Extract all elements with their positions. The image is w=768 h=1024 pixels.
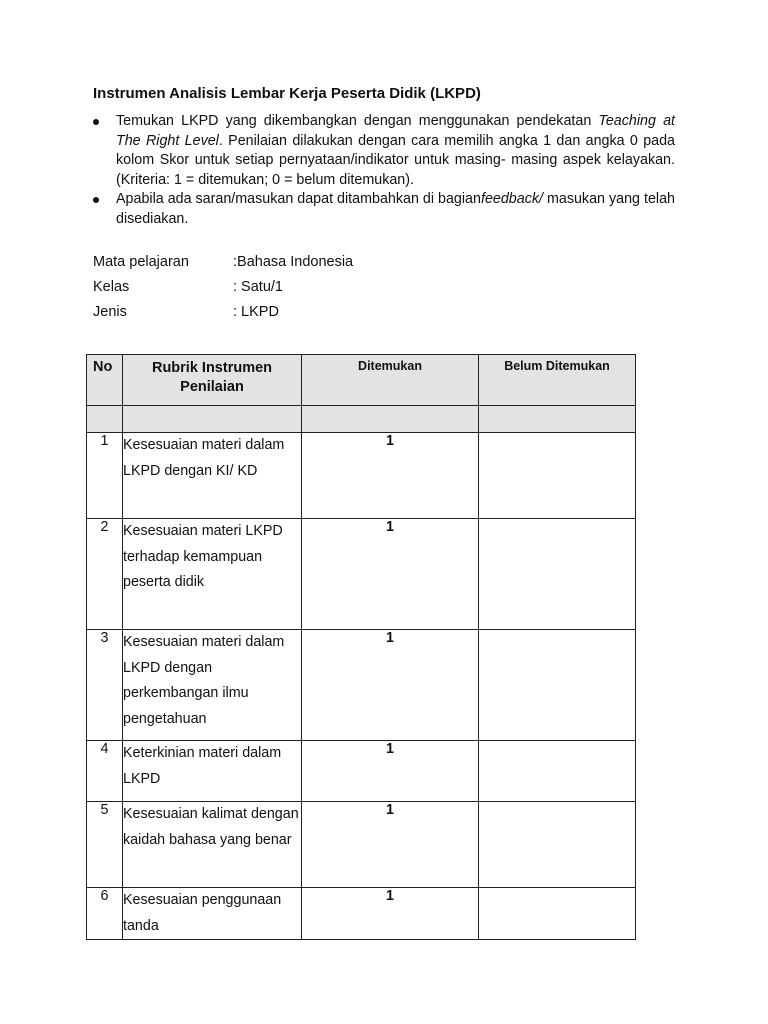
instruction-italic-term: Teaching at The Right Level <box>116 113 675 149</box>
row-belum <box>479 888 636 940</box>
row-belum <box>479 519 636 630</box>
table-row <box>87 433 636 519</box>
header-rubrik: Rubrik Instrumen Penilaian <box>123 355 302 406</box>
row-criteria: Kesesuaian materi dalam LKPD dengan KI/ KD <box>123 433 302 519</box>
row-number: 6 <box>87 888 123 940</box>
meta-label: Mata pelajaran <box>93 254 189 270</box>
bullet-dot-icon <box>93 119 99 125</box>
header-belum-ditemukan: Belum Ditemukan <box>479 355 636 406</box>
row-criteria: Kesesuaian materi dalam LKPD dengan perkembangan ilmu pengetahuan <box>123 630 302 741</box>
meta-value: : Satu/1 <box>233 279 283 295</box>
empty-cell <box>302 406 479 433</box>
table-subheader-row <box>87 406 636 433</box>
instruction-text-1 <box>116 112 675 190</box>
instruction-bullet-2 <box>93 190 675 229</box>
row-ditemukan: 1 <box>302 741 479 802</box>
table-row <box>87 519 636 630</box>
instruction-text-part: Apabila ada saran/masukan dapat ditambahkan di bagian <box>116 191 481 207</box>
instruction-text-part: masukan yang telah disediakan. <box>116 191 675 227</box>
row-ditemukan: 1 <box>302 802 479 888</box>
row-number: 2 <box>87 519 123 630</box>
row-criteria: Kesesuaian penggunaan tanda <box>123 888 302 940</box>
instruction-text-2 <box>116 190 675 229</box>
row-belum <box>479 741 636 802</box>
table-row <box>87 741 636 802</box>
table-row <box>87 630 636 741</box>
row-belum <box>479 630 636 741</box>
row-ditemukan: 1 <box>302 630 479 741</box>
row-number: 4 <box>87 741 123 802</box>
bullet-dot-icon <box>93 197 99 203</box>
instruction-list <box>93 112 675 229</box>
instruction-text-part: Temukan LKPD yang dikembangkan dengan menggunakan pendekatan <box>116 113 599 129</box>
meta-label: Kelas <box>93 279 130 295</box>
row-belum <box>479 802 636 888</box>
meta-row-type <box>93 303 353 328</box>
instruction-text-part: masing aspek kelayakan. (Kriteria: 1 = ditemukan; 0 = belum ditemukan). <box>116 152 675 188</box>
empty-cell <box>123 406 302 433</box>
row-number: 5 <box>87 802 123 888</box>
instruction-italic-term: feedback/ <box>480 191 543 207</box>
row-belum <box>479 433 636 519</box>
header-ditemukan: Ditemukan <box>302 355 479 406</box>
row-ditemukan: 1 <box>302 433 479 519</box>
rubric-table <box>86 354 636 940</box>
meta-row-subject <box>93 253 353 278</box>
row-criteria: Keterkinian materi dalam LKPD <box>123 741 302 802</box>
meta-label: Jenis <box>93 304 127 320</box>
empty-cell <box>87 406 123 433</box>
row-criteria: Kesesuaian kalimat dengan kaidah bahasa yang benar <box>123 802 302 888</box>
instruction-text-part: . Penilaian dilakukan dengan cara memilih angka 1 dan angka 0 pada kolom Skor untuk setiap pernyataan/indikator untuk masing- <box>116 132 675 168</box>
row-ditemukan: 1 <box>302 519 479 630</box>
meta-value: :Bahasa Indonesia <box>233 254 354 270</box>
row-criteria: Kesesuaian materi LKPD terhadap kemampuan peserta didik <box>123 519 302 630</box>
document-title: Instrumen Analisis Lembar Kerja Peserta Didik (LKPD) <box>93 85 481 102</box>
document-meta <box>93 253 353 328</box>
instruction-bullet-1 <box>93 112 675 190</box>
meta-value: : LKPD <box>233 304 279 320</box>
table-header-row <box>87 355 636 406</box>
table-row <box>87 802 636 888</box>
row-ditemukan: 1 <box>302 888 479 940</box>
row-number: 3 <box>87 630 123 741</box>
header-no: No <box>87 355 123 406</box>
empty-cell <box>479 406 636 433</box>
meta-row-class <box>93 278 353 303</box>
row-number: 1 <box>87 433 123 519</box>
table-row <box>87 888 636 940</box>
